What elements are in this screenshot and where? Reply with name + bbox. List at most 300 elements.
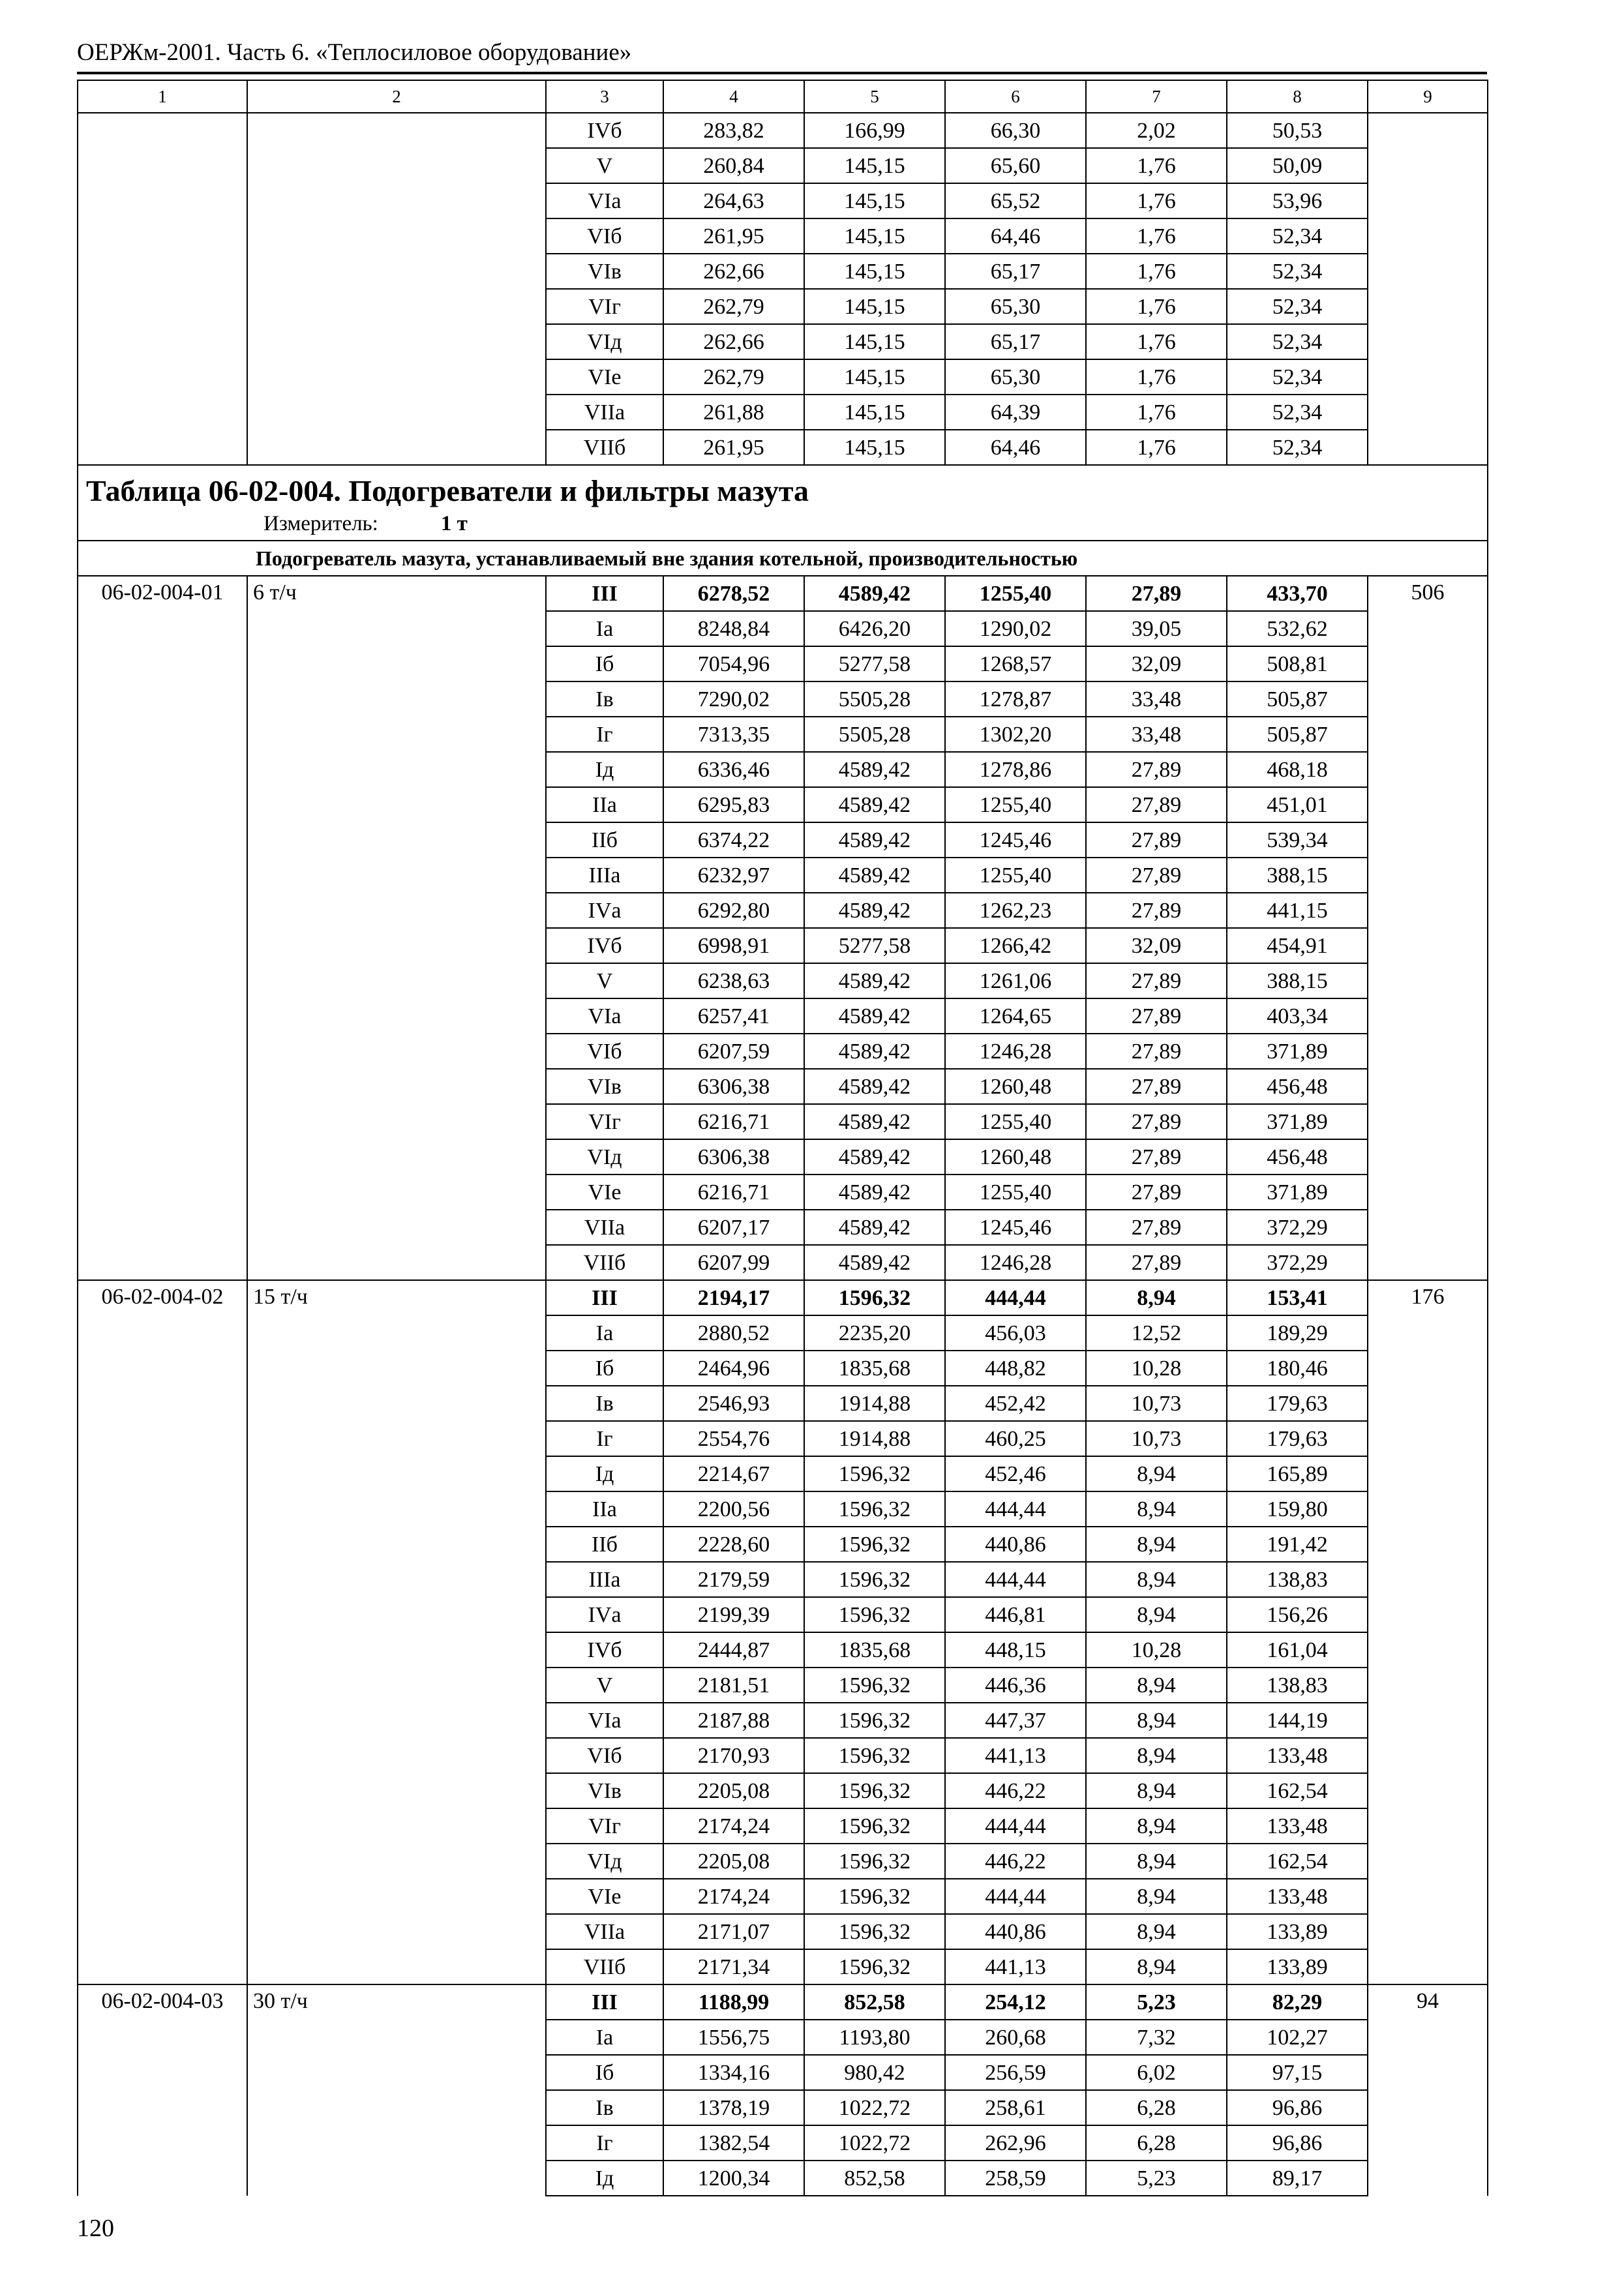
value-cell: 27,89 [1086,1069,1227,1104]
value-cell: 2170,93 [663,1738,804,1773]
value-cell: 8,94 [1086,1527,1227,1562]
value-cell: 165,89 [1227,1456,1368,1491]
value-cell: 460,25 [945,1421,1086,1456]
unit-label: Измеритель: [263,512,378,535]
value-cell: 446,22 [945,1844,1086,1879]
column-number: 7 [1086,80,1227,113]
zone-cell: VIв [546,254,663,289]
value-cell: 1255,40 [945,858,1086,893]
table-title-row [78,465,1488,541]
value-cell: 4589,42 [804,1245,945,1280]
value-cell: 441,15 [1227,893,1368,928]
zone-cell: VIд [546,1139,663,1174]
value-cell: 4589,42 [804,893,945,928]
zone-cell: VIв [546,1773,663,1808]
value-cell: 446,81 [945,1597,1086,1632]
value-cell: 145,15 [804,324,945,359]
value-cell: 1022,72 [804,2125,945,2161]
value-cell: 162,54 [1227,1773,1368,1808]
value-cell: 1290,02 [945,611,1086,646]
value-cell: 52,34 [1227,324,1368,359]
value-cell: 65,30 [945,359,1086,395]
value-cell: 52,34 [1227,218,1368,254]
zone-cell: Iа [546,2020,663,2055]
value-cell: 256,59 [945,2055,1086,2090]
value-cell: 6207,59 [663,1034,804,1069]
zone-cell: Iб [546,2055,663,2090]
value-cell: 539,34 [1227,822,1368,858]
value-cell: 65,17 [945,254,1086,289]
value-cell: 444,44 [945,1280,1086,1315]
value-cell: 8,94 [1086,1808,1227,1844]
value-cell: 4589,42 [804,1104,945,1139]
value-cell: 5,23 [1086,2161,1227,2196]
value-cell: 448,82 [945,1351,1086,1386]
value-cell: 97,15 [1227,2055,1368,2090]
value-cell: 440,86 [945,1527,1086,1562]
value-cell: 133,48 [1227,1738,1368,1773]
zone-cell: Iд [546,1456,663,1491]
value-cell: 1,76 [1086,183,1227,218]
value-cell: 27,89 [1086,1245,1227,1280]
value-cell: 1596,32 [804,1773,945,1808]
value-cell: 65,52 [945,183,1086,218]
value-cell: 444,44 [945,1562,1086,1597]
zone-cell: VIв [546,1069,663,1104]
value-cell: 2174,24 [663,1808,804,1844]
value-cell: 5277,58 [804,928,945,963]
value-cell: 8,94 [1086,1738,1227,1773]
table-title-cell [78,465,1488,541]
zone-cell: VIд [546,1844,663,1879]
value-cell: 2171,34 [663,1949,804,1984]
value-cell: 27,89 [1086,998,1227,1034]
value-cell: 2546,93 [663,1386,804,1421]
value-cell: 371,89 [1227,1174,1368,1210]
value-cell: 2194,17 [663,1280,804,1315]
value-cell: 1,76 [1086,289,1227,324]
value-cell: 52,34 [1227,359,1368,395]
value-cell: 179,63 [1227,1386,1368,1421]
value-cell: 261,88 [663,395,804,430]
item-col9: 94 [1368,1984,1488,2196]
zone-cell: VIIа [546,395,663,430]
value-cell: 2880,52 [663,1315,804,1351]
value-cell: 64,46 [945,218,1086,254]
value-cell: 448,15 [945,1632,1086,1668]
value-cell: 260,84 [663,148,804,183]
value-cell: 1596,32 [804,1597,945,1632]
value-cell: 27,89 [1086,822,1227,858]
running-header: ОЕРЖм-2001. Часть 6. «Теплосиловое оборудование» [77,39,632,66]
value-cell: 145,15 [804,218,945,254]
value-cell: 5505,28 [804,717,945,752]
section-heading: Подогреватель мазута, устанавливаемый вне здания котельной, производительностью [78,541,1488,576]
value-cell: 388,15 [1227,963,1368,998]
zone-cell: IIа [546,787,663,822]
value-cell: 1334,16 [663,2055,804,2090]
value-cell: 1193,80 [804,2020,945,2055]
value-cell: 1596,32 [804,1527,945,1562]
value-cell: 145,15 [804,148,945,183]
value-cell: 264,63 [663,183,804,218]
value-cell: 82,29 [1227,1984,1368,2020]
value-cell: 2205,08 [663,1773,804,1808]
value-cell: 8,94 [1086,1456,1227,1491]
unit-line [86,510,1479,537]
zone-cell: VIIа [546,1914,663,1949]
item-name: 30 т/ч [247,1984,546,2196]
value-cell: 258,59 [945,2161,1086,2196]
value-cell: 1,76 [1086,254,1227,289]
zone-cell: V [546,148,663,183]
zone-cell: Iд [546,2161,663,2196]
zone-cell: Iг [546,717,663,752]
value-cell: 1596,32 [804,1562,945,1597]
value-cell: 6257,41 [663,998,804,1034]
value-cell: 1,76 [1086,359,1227,395]
zone-cell: IVб [546,1632,663,1668]
value-cell: 27,89 [1086,1174,1227,1210]
zone-cell: VIд [546,324,663,359]
value-cell: 138,83 [1227,1562,1368,1597]
value-cell: 6306,38 [663,1069,804,1104]
value-cell: 1188,99 [663,1984,804,2020]
zone-cell: Iб [546,646,663,681]
item-code: 06-02-004-01 [78,576,247,1280]
zone-cell: V [546,963,663,998]
value-cell: 1245,46 [945,1210,1086,1245]
zone-cell: VIе [546,359,663,395]
value-cell: 532,62 [1227,611,1368,646]
value-cell: 50,09 [1227,148,1368,183]
value-cell: 6292,80 [663,893,804,928]
zone-cell: IVа [546,1597,663,1632]
zone-cell: VIIб [546,1949,663,1984]
value-cell: 1,76 [1086,324,1227,359]
value-cell: 2179,59 [663,1562,804,1597]
value-cell: 440,86 [945,1914,1086,1949]
value-cell: 371,89 [1227,1104,1368,1139]
value-cell: 456,48 [1227,1069,1368,1104]
zone-cell: VIIб [546,1245,663,1280]
table-row [78,576,1488,611]
item-col9: 506 [1368,576,1488,1280]
value-cell: 852,58 [804,1984,945,2020]
value-cell: 1596,32 [804,1808,945,1844]
zone-cell: III [546,1280,663,1315]
value-cell: 7054,96 [663,646,804,681]
value-cell: 372,29 [1227,1245,1368,1280]
value-cell: 32,09 [1086,646,1227,681]
value-cell: 8,94 [1086,1491,1227,1527]
value-cell: 133,48 [1227,1879,1368,1914]
zone-cell: VIIа [546,1210,663,1245]
value-cell: 159,80 [1227,1491,1368,1527]
value-cell: 6216,71 [663,1104,804,1139]
value-cell: 1302,20 [945,717,1086,752]
value-cell: 1260,48 [945,1069,1086,1104]
value-cell: 1278,87 [945,681,1086,717]
value-cell: 1556,75 [663,2020,804,2055]
value-cell: 144,19 [1227,1703,1368,1738]
value-cell: 1382,54 [663,2125,804,2161]
value-cell: 441,13 [945,1738,1086,1773]
value-cell: 7,32 [1086,2020,1227,2055]
column-number: 3 [546,80,663,113]
item-name-cell [247,113,546,465]
value-cell: 262,79 [663,289,804,324]
col9-cell [1368,113,1488,465]
value-cell: 27,89 [1086,893,1227,928]
zone-cell: VIб [546,218,663,254]
item-code: 06-02-004-02 [78,1280,247,1984]
value-cell: 456,03 [945,1315,1086,1351]
value-cell: 8,94 [1086,1879,1227,1914]
table-title: Таблица 06-02-004. Подогреватели и фильтры мазута [86,474,809,507]
value-cell: 1266,42 [945,928,1086,963]
value-cell: 505,87 [1227,681,1368,717]
value-cell: 2200,56 [663,1491,804,1527]
rates-table [77,80,1488,2196]
value-cell: 444,44 [945,1808,1086,1844]
value-cell: 4589,42 [804,1139,945,1174]
value-cell: 452,46 [945,1456,1086,1491]
value-cell: 8,94 [1086,1844,1227,1879]
value-cell: 6,28 [1086,2125,1227,2161]
value-cell: 444,44 [945,1879,1086,1914]
value-cell: 260,68 [945,2020,1086,2055]
zone-cell: V [546,1668,663,1703]
value-cell: 6426,20 [804,611,945,646]
value-cell: 283,82 [663,113,804,148]
column-number: 9 [1368,80,1488,113]
value-cell: 145,15 [804,359,945,395]
value-cell: 1,76 [1086,218,1227,254]
value-cell: 52,34 [1227,430,1368,465]
value-cell: 6232,97 [663,858,804,893]
value-cell: 5,23 [1086,1984,1227,2020]
value-cell: 1,76 [1086,148,1227,183]
value-cell: 1278,86 [945,752,1086,787]
value-cell: 64,46 [945,430,1086,465]
value-cell: 65,60 [945,148,1086,183]
zone-cell: III [546,576,663,611]
value-cell: 138,83 [1227,1668,1368,1703]
value-cell: 446,36 [945,1668,1086,1703]
column-number: 2 [247,80,546,113]
value-cell: 33,48 [1086,717,1227,752]
value-cell: 4589,42 [804,1069,945,1104]
column-number: 8 [1227,80,1368,113]
value-cell: 65,30 [945,289,1086,324]
zone-cell: VIг [546,1104,663,1139]
value-cell: 508,81 [1227,646,1368,681]
value-cell: 27,89 [1086,858,1227,893]
column-number: 4 [663,80,804,113]
value-cell: 980,42 [804,2055,945,2090]
table-row [78,1984,1488,2020]
value-cell: 1596,32 [804,1456,945,1491]
item-col9: 176 [1368,1280,1488,1984]
value-cell: 262,66 [663,254,804,289]
value-cell: 6216,71 [663,1174,804,1210]
value-cell: 5277,58 [804,646,945,681]
zone-cell: VIб [546,1034,663,1069]
value-cell: 10,28 [1086,1351,1227,1386]
value-cell: 441,13 [945,1949,1086,1984]
value-cell: 8,94 [1086,1773,1227,1808]
value-cell: 4589,42 [804,576,945,611]
value-cell: 2174,24 [663,1879,804,1914]
value-cell: 2464,96 [663,1351,804,1386]
value-cell: 2444,87 [663,1632,804,1668]
value-cell: 145,15 [804,183,945,218]
value-cell: 50,53 [1227,113,1368,148]
value-cell: 102,27 [1227,2020,1368,2055]
zone-cell: IIб [546,1527,663,1562]
value-cell: 53,96 [1227,183,1368,218]
zone-cell: VIе [546,1879,663,1914]
value-cell: 2199,39 [663,1597,804,1632]
column-number: 1 [78,80,247,113]
item-name: 15 т/ч [247,1280,546,1984]
value-cell: 1246,28 [945,1245,1086,1280]
value-cell: 4589,42 [804,963,945,998]
value-cell: 1,76 [1086,430,1227,465]
value-cell: 371,89 [1227,1034,1368,1069]
value-cell: 4589,42 [804,998,945,1034]
item-name: 6 т/ч [247,576,546,1280]
zone-cell: IIб [546,822,663,858]
value-cell: 388,15 [1227,858,1368,893]
value-cell: 505,87 [1227,717,1368,752]
value-cell: 2228,60 [663,1527,804,1562]
value-cell: 1264,65 [945,998,1086,1034]
zone-cell: Iв [546,2090,663,2125]
value-cell: 2554,76 [663,1421,804,1456]
value-cell: 153,41 [1227,1280,1368,1315]
value-cell: 1378,19 [663,2090,804,2125]
value-cell: 2214,67 [663,1456,804,1491]
zone-cell: Iв [546,1386,663,1421]
value-cell: 1255,40 [945,1104,1086,1139]
zone-cell: VIа [546,998,663,1034]
value-cell: 1835,68 [804,1351,945,1386]
value-cell: 8,94 [1086,1914,1227,1949]
zone-cell: VIIб [546,430,663,465]
value-cell: 10,28 [1086,1632,1227,1668]
value-cell: 2235,20 [804,1315,945,1351]
value-cell: 145,15 [804,395,945,430]
value-cell: 1246,28 [945,1034,1086,1069]
value-cell: 64,39 [945,395,1086,430]
value-cell: 65,17 [945,324,1086,359]
value-cell: 6374,22 [663,822,804,858]
value-cell: 52,34 [1227,254,1368,289]
value-cell: 454,91 [1227,928,1368,963]
value-cell: 444,44 [945,1491,1086,1527]
zone-cell: VIа [546,1703,663,1738]
value-cell: 1245,46 [945,822,1086,858]
value-cell: 4589,42 [804,822,945,858]
section-heading-row [78,541,1488,576]
value-cell: 189,29 [1227,1315,1368,1351]
zone-cell: III [546,1984,663,2020]
value-cell: 179,63 [1227,1421,1368,1456]
value-cell: 1261,06 [945,963,1086,998]
value-cell: 262,79 [663,359,804,395]
value-cell: 1835,68 [804,1632,945,1668]
value-cell: 8,94 [1086,1280,1227,1315]
zone-cell: IIIа [546,858,663,893]
value-cell: 39,05 [1086,611,1227,646]
value-cell: 1914,88 [804,1386,945,1421]
value-cell: 96,86 [1227,2090,1368,2125]
value-cell: 133,48 [1227,1808,1368,1844]
zone-cell: VIб [546,1738,663,1773]
value-cell: 27,89 [1086,752,1227,787]
value-cell: 1255,40 [945,787,1086,822]
value-cell: 1596,32 [804,1844,945,1879]
unit-value: 1 т [440,512,468,535]
value-cell: 1596,32 [804,1738,945,1773]
value-cell: 254,12 [945,1984,1086,2020]
value-cell: 2181,51 [663,1668,804,1703]
value-cell: 8248,84 [663,611,804,646]
zone-cell: IIа [546,1491,663,1527]
value-cell: 2,02 [1086,113,1227,148]
value-cell: 262,96 [945,2125,1086,2161]
table-body [78,80,1488,2196]
zone-cell: Iа [546,611,663,646]
value-cell: 451,01 [1227,787,1368,822]
value-cell: 6306,38 [663,1139,804,1174]
value-cell: 27,89 [1086,1139,1227,1174]
value-cell: 2171,07 [663,1914,804,1949]
value-cell: 4589,42 [804,1210,945,1245]
value-cell: 145,15 [804,254,945,289]
zone-cell: VIг [546,289,663,324]
value-cell: 447,37 [945,1703,1086,1738]
value-cell: 1268,57 [945,646,1086,681]
zone-cell: Iв [546,681,663,717]
zone-cell: Iа [546,1315,663,1351]
value-cell: 66,30 [945,113,1086,148]
value-cell: 4589,42 [804,1034,945,1069]
value-cell: 27,89 [1086,787,1227,822]
value-cell: 2187,88 [663,1703,804,1738]
value-cell: 1260,48 [945,1139,1086,1174]
value-cell: 133,89 [1227,1914,1368,1949]
zone-cell: Iб [546,1351,663,1386]
value-cell: 12,52 [1086,1315,1227,1351]
value-cell: 145,15 [804,289,945,324]
value-cell: 32,09 [1086,928,1227,963]
value-cell: 27,89 [1086,1034,1227,1069]
value-cell: 372,29 [1227,1210,1368,1245]
value-cell: 1914,88 [804,1421,945,1456]
value-cell: 89,17 [1227,2161,1368,2196]
table-row [78,1280,1488,1315]
value-cell: 1255,40 [945,1174,1086,1210]
value-cell: 2205,08 [663,1844,804,1879]
zone-cell: VIа [546,183,663,218]
value-cell: 6295,83 [663,787,804,822]
value-cell: 156,26 [1227,1597,1368,1632]
value-cell: 1596,32 [804,1703,945,1738]
zone-cell: IVб [546,928,663,963]
